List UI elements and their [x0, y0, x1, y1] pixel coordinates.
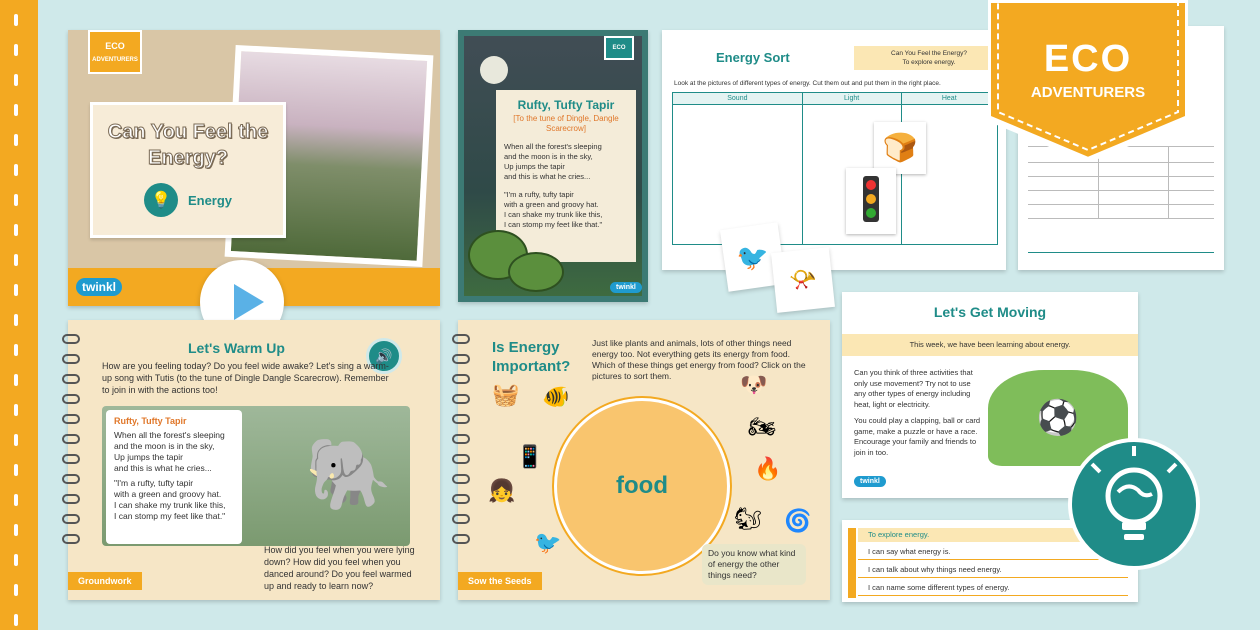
moon-icon	[480, 56, 508, 84]
energy-important-slide	[458, 320, 830, 600]
sow-the-seeds-tag: Sow the Seeds	[458, 572, 542, 590]
twinkl-logo: twinkl	[610, 282, 642, 293]
energy-question: Do you know what kind of energy the other things need?	[702, 544, 806, 585]
warm-up-lyrics	[106, 410, 242, 544]
song-subtitle: [To the tune of Dingle, Dangle Scarecrow]	[513, 114, 619, 133]
warm-up-slide	[68, 320, 440, 600]
warm-up-heading: Let's Warm Up	[188, 340, 285, 356]
get-moving-p1: Can you think of three activities that only use movement? Try not to use any other types of energy including heat, light or electricity.	[854, 368, 973, 409]
food-circle[interactable]: food	[554, 398, 730, 574]
washing-machine-icon[interactable]: 🧺	[492, 382, 520, 407]
warm-up-verse-1: When all the forest's sleeping and the moon is in the sky, Up jumps the tapir and this is what he cries...	[114, 430, 225, 473]
squirrel-icon[interactable]: 🐿	[734, 506, 762, 531]
adventurers-text: ADVENTURERS	[1030, 84, 1146, 101]
lightbulb-globe-icon	[1068, 438, 1200, 570]
eco-badge: ECO ADVENTURERS	[88, 30, 142, 74]
instructions: Look at the pictures of different types of energy. Cut them out and put them in the right place.	[674, 80, 941, 87]
song-verse-2: "I'm a rufty, tufty tapir with a green and groovy hat. I can shake my trunk like this, I can stomp my feet like that."	[504, 190, 603, 229]
children-playing-picture: ⚽	[988, 370, 1128, 466]
fish-icon[interactable]: 🐠	[542, 384, 570, 409]
fireplace-icon[interactable]: 🔥	[754, 456, 782, 481]
get-moving-band: This week, we have been learning about energy.	[842, 334, 1138, 356]
eco-text: ECO	[1043, 38, 1133, 80]
windmill-icon[interactable]: 🌀	[784, 508, 812, 533]
column-heat: Heat	[901, 93, 997, 105]
bulb-outline	[1072, 442, 1196, 566]
traffic-light-icon	[861, 174, 881, 224]
whistle-card[interactable]: 📯	[771, 247, 835, 313]
get-moving-text	[854, 368, 984, 458]
checklist-item: I can talk about why things need energy.	[858, 562, 1128, 578]
get-moving-heading: Let's Get Moving	[933, 304, 1047, 320]
groundwork-tag: Groundwork	[68, 572, 142, 590]
binding-strip	[0, 0, 38, 630]
checklist-objective: To explore energy.	[858, 528, 1128, 542]
bush	[508, 252, 564, 292]
checklist-item: I can say what energy is.	[858, 544, 1128, 560]
warm-up-question: How did you feel when you were lying down? How did you feel when you danced around? Do you feel warmed up and ready to learn now?	[264, 545, 415, 591]
warm-up-song-title: Rufty, Tufty Tapir	[114, 416, 187, 426]
motorbike-icon[interactable]: 🏍	[748, 414, 776, 439]
toaster-card[interactable]: 🍞	[874, 122, 926, 174]
get-moving-p2: You could play a clapping, ball or card game, make a puzzle or have a race. Encourage your family and friends to join in too.	[854, 416, 981, 457]
topic-label: 💡 Energy	[93, 183, 283, 217]
eco-adventurers-badge	[988, 0, 1188, 160]
energy-important-intro: Just like plants and animals, lots of other things need energy too. Not everything gets its energy from food. Which of these things get energy from food? Click on the pictures to sort them.	[592, 338, 806, 381]
title-box	[90, 102, 286, 238]
eco-badge: ECO	[604, 36, 634, 60]
song-verse-1: When all the forest's sleeping and the moon is in the sky, Up jumps the tapir and this is what he cries...	[504, 142, 602, 181]
girl-icon[interactable]: 👧	[488, 478, 516, 503]
checklist-item: I can name some different types of energy.	[858, 580, 1128, 596]
warm-up-verse-2: "I'm a rufty, tufty tapir with a green and groovy hat. I can shake my trunk like this, I can stomp my feet like that."	[114, 478, 226, 521]
tablet-icon[interactable]: 📱	[516, 444, 544, 469]
speaker-icon[interactable]: 🔊	[366, 338, 402, 374]
warm-up-intro: How are you feeling today? Do you feel wide awake? Let's sing a warm-up song with Tutis (to the tune of Dingle Dangle Scarecrow). Remember to join in with the actions too!	[102, 361, 389, 395]
energy-sort-sheet	[662, 30, 1006, 270]
column-sound: Sound	[673, 93, 803, 105]
twinkl-logo: twinkl	[76, 278, 122, 296]
bird-card[interactable]: 🐦	[720, 222, 786, 291]
tapir-character: 🐘	[305, 435, 393, 513]
slide-title: Can You Feel the Energy?	[107, 121, 269, 169]
traffic-light-card[interactable]	[846, 168, 896, 234]
swallow-icon[interactable]: 🐦	[534, 530, 562, 555]
energy-sort-title: Energy Sort	[716, 50, 790, 65]
puppy-icon[interactable]: 🐶	[740, 372, 768, 397]
energy-important-heading: Is Energy Important?	[492, 339, 571, 375]
column-light: Light	[802, 93, 901, 105]
song-card	[458, 30, 648, 302]
objective-banner: Can You Feel the Energy? To explore energy.	[854, 46, 1004, 70]
song-title: Rufty, Tufty Tapir	[517, 98, 615, 112]
sort-table	[672, 92, 998, 245]
lightbulb-icon: 💡	[144, 183, 178, 217]
twinkl-logo: twinkl	[854, 476, 886, 487]
